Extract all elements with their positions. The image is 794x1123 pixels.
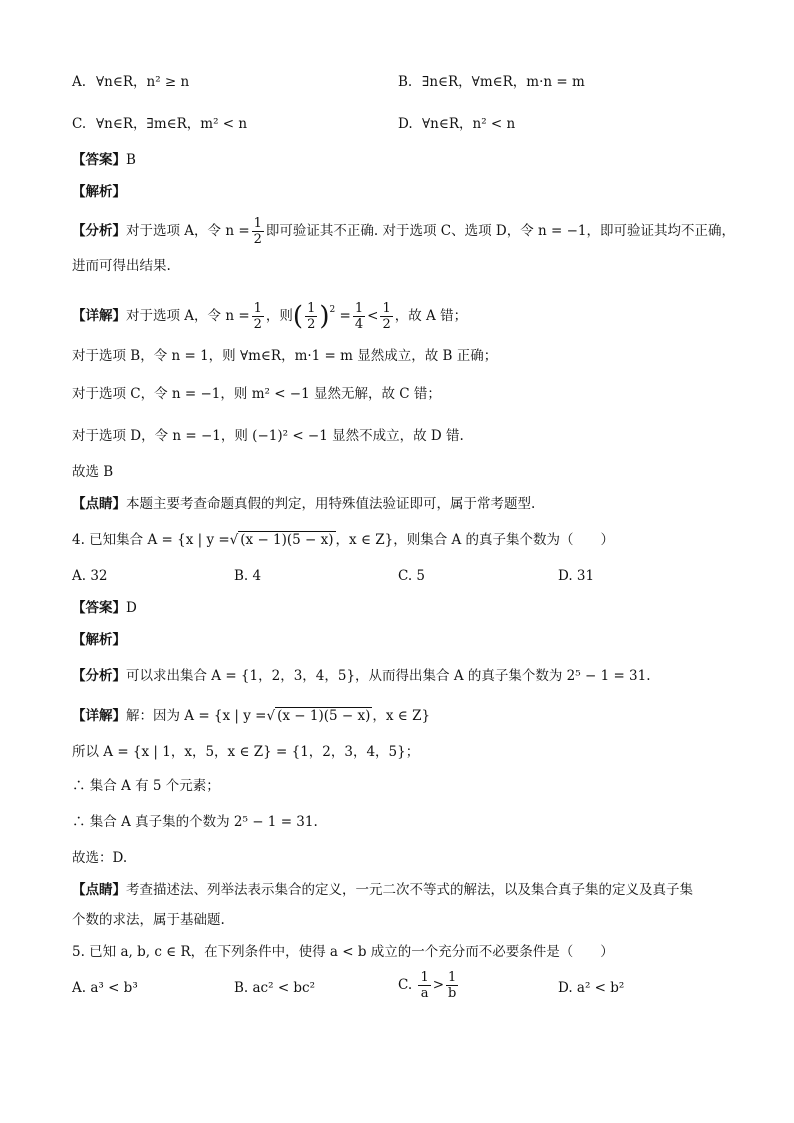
fraction-numerator: 1 bbox=[420, 970, 429, 985]
fraction bbox=[446, 970, 458, 1001]
q3-answer-line bbox=[72, 150, 136, 170]
square-root: √ (x − 1)(5 − x) bbox=[266, 708, 371, 724]
fraction-denominator: a bbox=[420, 986, 429, 1001]
dianjing-tag: 【点睛】 bbox=[72, 496, 126, 512]
fraction-numerator: 1 bbox=[354, 301, 364, 316]
q4-option-d: D. 31 bbox=[558, 568, 595, 584]
q4-option-c: C. 5 bbox=[398, 568, 426, 584]
q3-option-b-text: ∃n∈R，∀m∈R，m·n = m bbox=[422, 74, 585, 90]
fraction bbox=[252, 216, 264, 247]
q3-option-a-text: ∀n∈R，n² ≥ n bbox=[96, 74, 190, 90]
answer-tag: 【答案】 bbox=[72, 600, 126, 616]
q5-stem: 5. 已知 a, b, c ∈ R，在下列条件中，使得 a < b 成立的一个充分而不必要条件是（ ） bbox=[72, 944, 614, 960]
fraction-numerator: 1 bbox=[382, 301, 391, 316]
q4-stem-pre: 4. 已知集合 A = {x | y = bbox=[72, 532, 230, 548]
q3-fenxi-line-2: 进而可得出结果. bbox=[72, 258, 171, 274]
fraction-denominator: 2 bbox=[307, 317, 316, 332]
q4-conclusion: 故选：D. bbox=[72, 850, 128, 866]
option-label: C. bbox=[398, 977, 413, 993]
fraction-denominator: 4 bbox=[354, 317, 364, 332]
fraction bbox=[305, 301, 317, 332]
xiangjie-post: ，x ∈ Z} bbox=[372, 708, 431, 724]
q3-option-d: D. bbox=[398, 116, 413, 132]
exponent: 2 bbox=[329, 305, 336, 315]
q5-option-b: B. ac² < bc² bbox=[234, 980, 316, 996]
left-paren: ( bbox=[292, 301, 304, 332]
q3-option-b-analysis: 对于选项 B，令 n = 1，则 ∀m∈R，m·1 = m 显然成立，故 B 正确； bbox=[72, 348, 498, 364]
q4-stem bbox=[72, 530, 614, 550]
right-paren: ) bbox=[319, 301, 330, 332]
q4-option-b: B. 4 bbox=[234, 568, 262, 584]
radicand: (x − 1)(5 − x) bbox=[240, 532, 334, 548]
q4-xiangjie-line bbox=[72, 706, 430, 726]
fraction-denominator: 2 bbox=[382, 317, 391, 332]
xiangjie-text-3: ，故 A 错； bbox=[394, 308, 468, 324]
fraction-numerator: 1 bbox=[253, 301, 262, 316]
xiangjie-text-2: ，则 bbox=[265, 308, 293, 324]
fraction-numerator: 1 bbox=[253, 216, 262, 231]
q3-option-b: B. bbox=[398, 74, 413, 90]
fraction bbox=[380, 301, 392, 332]
q4-step-2: ∴ 集合 A 真子集的个数为 2⁵ − 1 = 31. bbox=[72, 814, 318, 830]
q4-stem-post: ，x ∈ Z}，则集合 A 的真子集个数为（ ） bbox=[335, 532, 615, 548]
xiangjie-pre: 解：因为 A = {x | y = bbox=[126, 708, 267, 724]
dianjing-tag: 【点睛】 bbox=[72, 882, 126, 898]
q3-dianjing-line bbox=[72, 494, 535, 514]
answer-value: B bbox=[126, 152, 136, 168]
fraction bbox=[353, 301, 365, 332]
q3-fenxi-line bbox=[72, 216, 735, 247]
fenxi-text-1: 对于选项 A，令 n = bbox=[126, 223, 250, 239]
radicand: (x − 1)(5 − x) bbox=[277, 708, 371, 724]
fraction-numerator: 1 bbox=[307, 301, 316, 316]
jiexi-tag: 【解析】 bbox=[72, 184, 126, 200]
fraction bbox=[252, 301, 264, 332]
q3-option-c: C. bbox=[72, 116, 87, 132]
q4-suoyi-line: 所以 A = {x | 1，x，5，x ∈ Z} = {1，2，3，4，5}； bbox=[72, 744, 420, 760]
q4-fenxi-line bbox=[72, 666, 651, 686]
q3-conclusion: 故选 B bbox=[72, 464, 114, 480]
dianjing-text: 本题主要考查命题真假的判定，用特殊值法验证即可，属于常考题型. bbox=[126, 496, 536, 512]
fenxi-text: 可以求出集合 A = {1，2，3，4，5}，从而得出集合 A 的真子集个数为 2⁵ − 1 = 31. bbox=[126, 668, 651, 684]
xiangjie-tag: 【详解】 bbox=[72, 308, 126, 324]
dianjing-text-1: 考查描述法、列举法表示集合的定义，一元二次不等式的解法，以及集合真子集的定义及真子集 bbox=[126, 882, 693, 898]
q3-option-c-analysis: 对于选项 C，令 n = −1，则 m² < −1 显然无解，故 C 错； bbox=[72, 386, 441, 402]
q4-dianjing-line-2: 个数的求法，属于基础题. bbox=[72, 912, 225, 928]
q5-option-a: A. a³ < b³ bbox=[72, 980, 138, 996]
q5-option-d: D. a² < b² bbox=[558, 980, 625, 996]
q3-xiangjie-line bbox=[72, 300, 467, 332]
jiexi-tag: 【解析】 bbox=[72, 632, 126, 648]
q3-option-a: A. bbox=[72, 74, 87, 90]
fenxi-tag: 【分析】 bbox=[72, 668, 126, 684]
fenxi-tag: 【分析】 bbox=[72, 223, 126, 239]
fraction-numerator: 1 bbox=[446, 970, 458, 986]
answer-tag: 【答案】 bbox=[72, 152, 126, 168]
q4-dianjing-line bbox=[72, 880, 693, 900]
answer-value: D bbox=[126, 600, 137, 616]
q4-answer-line bbox=[72, 598, 137, 618]
greater-than-sign: > bbox=[432, 977, 445, 993]
fenxi-text-2: 即可验证其不正确. 对于选项 C、选项 D，令 n = −1，即可验证其均不正确， bbox=[265, 223, 736, 239]
q3-option-d-text: ∀n∈R，n² < n bbox=[422, 116, 516, 132]
less-than-sign: < bbox=[367, 308, 379, 324]
q4-option-a: A. 32 bbox=[72, 568, 108, 584]
fraction bbox=[418, 970, 430, 1001]
q4-jiexi-line bbox=[72, 630, 126, 650]
q3-option-c-text: ∀n∈R，∃m∈R，m² < n bbox=[96, 116, 248, 132]
q3-option-d-analysis: 对于选项 D，令 n = −1，则 (−1)² < −1 显然不成立，故 D 错. bbox=[72, 428, 464, 444]
q3-jiexi-line bbox=[72, 182, 126, 202]
q4-step-1: ∴ 集合 A 有 5 个元素； bbox=[72, 778, 220, 794]
fraction-denominator: 2 bbox=[253, 317, 262, 332]
xiangjie-tag: 【详解】 bbox=[72, 708, 126, 724]
equals-sign: = bbox=[339, 308, 351, 324]
fraction-denominator: b bbox=[448, 986, 457, 1001]
xiangjie-text-1: 对于选项 A，令 n = bbox=[126, 308, 250, 324]
q5-option-c bbox=[398, 970, 460, 1001]
fraction-denominator: 2 bbox=[253, 232, 262, 247]
square-root: √ (x − 1)(5 − x) bbox=[229, 532, 334, 548]
